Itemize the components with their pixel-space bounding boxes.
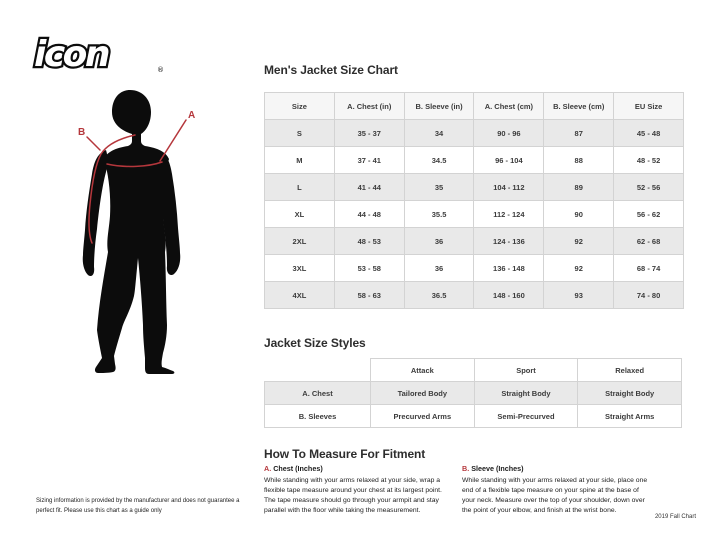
size-chart-header-row [265, 93, 684, 120]
col-header-size: Size [265, 93, 335, 120]
value-cell: 93 [544, 282, 614, 309]
value-cell: 53 - 58 [334, 255, 404, 282]
measure-section-title: How To Measure For Fitment [264, 447, 426, 461]
value-cell: 56 - 62 [614, 201, 684, 228]
col-header-sleeve-in: B. Sleeve (in) [404, 93, 474, 120]
value-cell: 92 [544, 228, 614, 255]
measure-chest-body: While standing with your arms relaxed at your side, wrap a flexible tape measure around your chest at its largest point. The tape measure should go through your armpit and stay parallel with the floor while taking the measurement. [264, 477, 442, 514]
measure-chest-letter: A. [264, 464, 272, 473]
style-chart-header-row [265, 359, 682, 382]
value-cell: 34.5 [404, 147, 474, 174]
size-row-4xl [265, 282, 684, 309]
value-cell: 90 [544, 201, 614, 228]
size-row-l [265, 174, 684, 201]
chart-version-label: 2019 Fall Chart [654, 514, 696, 520]
size-row-s [265, 120, 684, 147]
registered-trademark-icon: ® [157, 66, 164, 74]
value-cell: 45 - 48 [614, 120, 684, 147]
measure-sleeve-column [462, 464, 650, 515]
col-header-attack: Attack [371, 359, 475, 382]
value-cell: 41 - 44 [334, 174, 404, 201]
row-header-chest: A. Chest [265, 382, 371, 405]
value-cell: 124 - 136 [474, 228, 544, 255]
size-row-3xl [265, 255, 684, 282]
value-cell: 92 [544, 255, 614, 282]
value-cell: 148 - 160 [474, 282, 544, 309]
col-header-sport: Sport [474, 359, 578, 382]
value-cell: 104 - 112 [474, 174, 544, 201]
measure-sleeve-heading-text: Sleeve (Inches) [471, 464, 524, 473]
value-cell: Straight Body [578, 382, 682, 405]
style-chart-title: Jacket Size Styles [264, 336, 366, 350]
value-cell: 48 - 52 [614, 147, 684, 174]
value-cell: 48 - 53 [334, 228, 404, 255]
value-cell: 35 - 37 [334, 120, 404, 147]
size-chart-title: Men's Jacket Size Chart [264, 63, 398, 77]
figure-label-a: A [188, 110, 196, 121]
size-cell: 4XL [265, 282, 335, 309]
size-cell: XL [265, 201, 335, 228]
value-cell: 89 [544, 174, 614, 201]
value-cell: 35.5 [404, 201, 474, 228]
value-cell: Straight Arms [578, 405, 682, 428]
male-silhouette-icon [83, 90, 181, 374]
value-cell: Straight Body [474, 382, 578, 405]
measure-chest-column [264, 464, 452, 515]
measure-chest-heading [264, 464, 452, 473]
measure-sleeve-body: While standing with your arms relaxed at your side, place one end of a flexible tape measure on your spine at the base of your neck. Measure over the top of your shoulder, down over the point of your elbow, and finish at the wrist bone. [462, 477, 648, 514]
label-a-pointer-line [160, 120, 186, 161]
measure-columns [264, 464, 684, 515]
value-cell: 36.5 [404, 282, 474, 309]
sizing-disclaimer: Sizing information is provided by the manufacturer and does not guarantee a perfect fit. Please use this chart as a guide only [36, 498, 240, 514]
size-row-m [265, 147, 684, 174]
icon-brand-logo [32, 30, 167, 76]
value-cell: 136 - 148 [474, 255, 544, 282]
col-header-sleeve-cm: B. Sleeve (cm) [544, 93, 614, 120]
value-cell: 58 - 63 [334, 282, 404, 309]
col-header-relaxed: Relaxed [578, 359, 682, 382]
value-cell: Tailored Body [371, 382, 475, 405]
size-cell: S [265, 120, 335, 147]
value-cell: 36 [404, 255, 474, 282]
size-chart-table [264, 92, 684, 309]
size-row-2xl [265, 228, 684, 255]
col-header-chest-in: A. Chest (in) [334, 93, 404, 120]
value-cell: 35 [404, 174, 474, 201]
value-cell: Precurved Arms [371, 405, 475, 428]
label-b-pointer-line [87, 137, 100, 150]
value-cell: 96 - 104 [474, 147, 544, 174]
col-header-chest-cm: A. Chest (cm) [474, 93, 544, 120]
measurement-figure [50, 80, 250, 380]
value-cell: 37 - 41 [334, 147, 404, 174]
size-cell: L [265, 174, 335, 201]
value-cell: 36 [404, 228, 474, 255]
style-row-chest [265, 382, 682, 405]
measure-chest-heading-text: Chest (Inches) [273, 464, 323, 473]
logo-wordmark: icon [34, 34, 109, 75]
size-cell: 3XL [265, 255, 335, 282]
value-cell: 88 [544, 147, 614, 174]
measure-sleeve-letter: B. [462, 464, 470, 473]
size-cell: 2XL [265, 228, 335, 255]
value-cell: 62 - 68 [614, 228, 684, 255]
row-header-sleeves: B. Sleeves [265, 405, 371, 428]
value-cell: 112 - 124 [474, 201, 544, 228]
value-cell: 52 - 56 [614, 174, 684, 201]
value-cell: 68 - 74 [614, 255, 684, 282]
style-chart-table [264, 358, 682, 428]
size-cell: M [265, 147, 335, 174]
value-cell: 44 - 48 [334, 201, 404, 228]
value-cell: 34 [404, 120, 474, 147]
value-cell: 90 - 96 [474, 120, 544, 147]
col-header-eu-size: EU Size [614, 93, 684, 120]
figure-label-b: B [78, 127, 86, 138]
style-row-sleeves [265, 405, 682, 428]
corner-blank-cell [265, 359, 371, 382]
size-row-xl [265, 201, 684, 228]
value-cell: 74 - 80 [614, 282, 684, 309]
measure-sleeve-heading [462, 464, 650, 473]
value-cell: 87 [544, 120, 614, 147]
value-cell: Semi-Precurved [474, 405, 578, 428]
